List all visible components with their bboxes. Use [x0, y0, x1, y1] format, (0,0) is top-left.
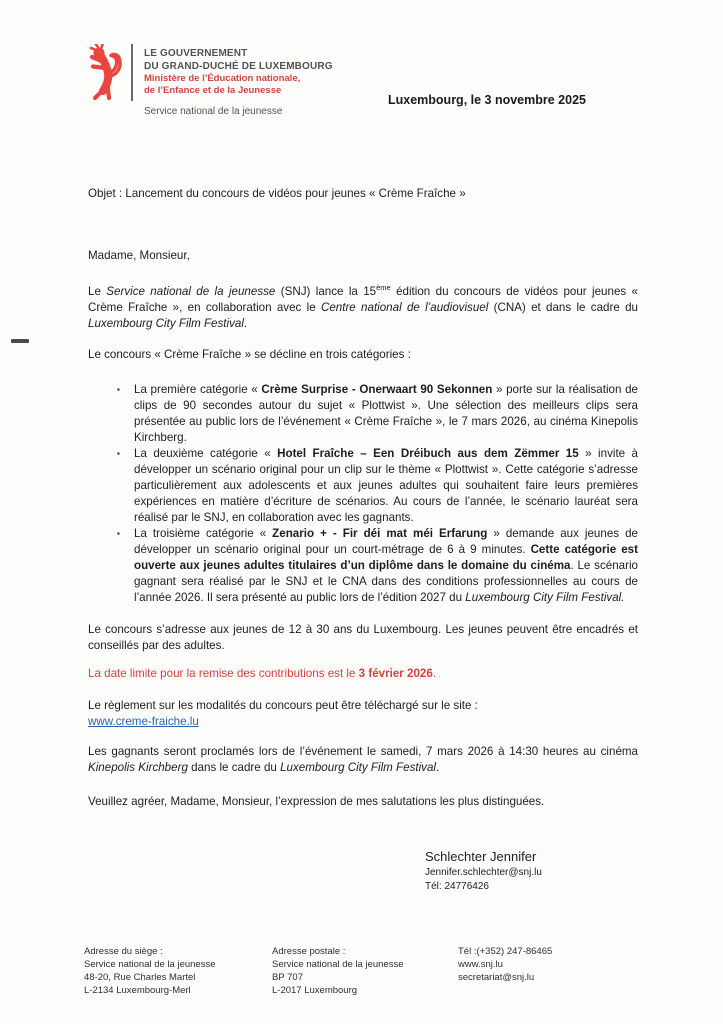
footer-website: www.snj.lu — [458, 959, 503, 970]
category-3-text: La troisième catégorie « Zenario + - Fir déi mat méi Erfarung » demande aux jeunes de développer un scénario original pour un court-métrage de 6 à 9 minutes. Cette catégorie est ouverte aux jeunes adultes titulaires d’un diplôme dans le domaine du cinéma. Le scénario gagnant sera réalisé par le SNJ et le CNA dans des conditions professionnelles au cours de l’année 2026. Il sera présenté au public lors de l’édition 2027 du Luxembourg City Film Festival. — [134, 527, 638, 604]
categories-list — [88, 382, 638, 606]
footer-line: BP 707 — [272, 972, 303, 983]
winners-paragraph: Les gagnants seront proclamés lors de l’événement le samedi, 7 mars 2026 à 14:30 heures au cinéma Kinepolis Kirchberg dans le cadre du Luxembourg City Film Festival. — [88, 745, 638, 774]
list-item — [117, 446, 638, 526]
signature-name: Schlechter Jennifer — [425, 849, 537, 864]
government-line: DU GRAND-DUCHÉ DE LUXEMBOURG — [144, 60, 333, 72]
footer-col-title: Adresse postale : — [272, 946, 346, 957]
footer-line: Service national de la jeunesse — [84, 959, 216, 970]
footer-line: Service national de la jeunesse — [272, 959, 404, 970]
square-bullet-icon: ▪ — [117, 449, 120, 458]
square-bullet-icon: ▪ — [117, 529, 120, 538]
square-bullet-icon: ▪ — [117, 385, 120, 394]
deadline-line: La date limite pour la remise des contributions est le 3 février 2026. — [88, 667, 437, 680]
closing-line: Veuillez agréer, Madame, Monsieur, l’expression de mes salutations les plus distinguées. — [88, 795, 545, 808]
lion-rampant-icon — [86, 44, 126, 102]
letterhead — [86, 44, 333, 118]
rules-text: Le règlement sur les modalités du concours peut être téléchargé sur le site : — [88, 699, 478, 712]
footer-email: secretariat@snj.lu — [458, 972, 535, 983]
footer-col-title: Adresse du siège : — [84, 946, 163, 957]
audience-paragraph: Le concours s’adresse aux jeunes de 12 à 30 ans du Luxembourg. Les jeunes peuvent être encadrés et conseillés par des adultes. — [88, 623, 638, 652]
intro-paragraph: Le Service national de la jeunesse (SNJ) lance la 15ème édition du concours de vidéos pour jeunes « Crème Fraîche », en collaboration avec le Centre national de l’audiovisuel (CNA) et dans le cadre du Luxembourg City Film Festival. — [88, 283, 639, 330]
category-2-text: La deuxième catégorie « Hotel Fraîche – Een Dréibuch aus dem Zëmmer 15 » invite à développer un scénario original pour un clip sur le thème « Plottwist ». Cette catégorie s’adresse particulièrement aux adolescents et aux jeunes adultes qui souhaitent faire leurs premières expériences en matière d’écriture de scénarios. Au cours de l’année, le scénario lauréat sera réalisé par le SNJ, en collaboration avec les gagnants. — [134, 447, 639, 524]
categories-intro: Le concours « Crème Fraîche » se décline en trois catégories : — [88, 348, 411, 361]
list-item — [117, 526, 638, 606]
salutation: Madame, Monsieur, — [88, 249, 190, 262]
footer-line: L-2017 Luxembourg — [272, 985, 358, 996]
website-link[interactable]: www.creme-fraiche.lu — [88, 715, 199, 728]
service-name: Service national de la jeunesse — [144, 106, 283, 117]
footer-postal-address — [272, 945, 458, 997]
footer-head-office — [84, 945, 272, 997]
list-item — [117, 382, 638, 446]
category-1-text: La première catégorie « Crème Surprise - Onerwaart 90 Sekonnen » porte sur la réalisation de clips de 90 secondes autour du sujet « Plottwist ». Une sélection des meilleurs clips sera présentée au public lors de l’événement « Crème Fraîche », le 7 mars 2026, au cinéma Kinepolis Kirchberg. — [134, 383, 638, 444]
signature-phone: Tél: 24776426 — [425, 880, 489, 892]
date-line: Luxembourg, le 3 novembre 2025 — [388, 93, 586, 107]
ministry-line: Ministère de l’Éducation nationale, — [144, 73, 301, 84]
signature-email: Jennifer.schlechter@snj.lu — [425, 867, 542, 878]
letter-body — [88, 186, 638, 893]
signature-block — [425, 848, 638, 893]
footer-line: 48-20, Rue Charles Martel — [84, 972, 196, 983]
letterhead-text — [144, 44, 333, 118]
government-line: LE GOUVERNEMENT — [144, 48, 248, 59]
letterhead-divider — [131, 44, 133, 101]
footer — [84, 945, 552, 997]
rules-paragraph — [88, 698, 638, 730]
footer-line: L-2134 Luxembourg-Merl — [84, 985, 191, 996]
footer-phone: Tél :(+352) 247-86465 — [458, 946, 553, 957]
footer-contact — [458, 945, 552, 997]
scan-fold-mark — [11, 339, 29, 343]
ministry-line: de l’Enfance et de la Jeunesse — [144, 85, 282, 96]
subject-line: Objet : Lancement du concours de vidéos pour jeunes « Crème Fraîche » — [88, 187, 466, 200]
